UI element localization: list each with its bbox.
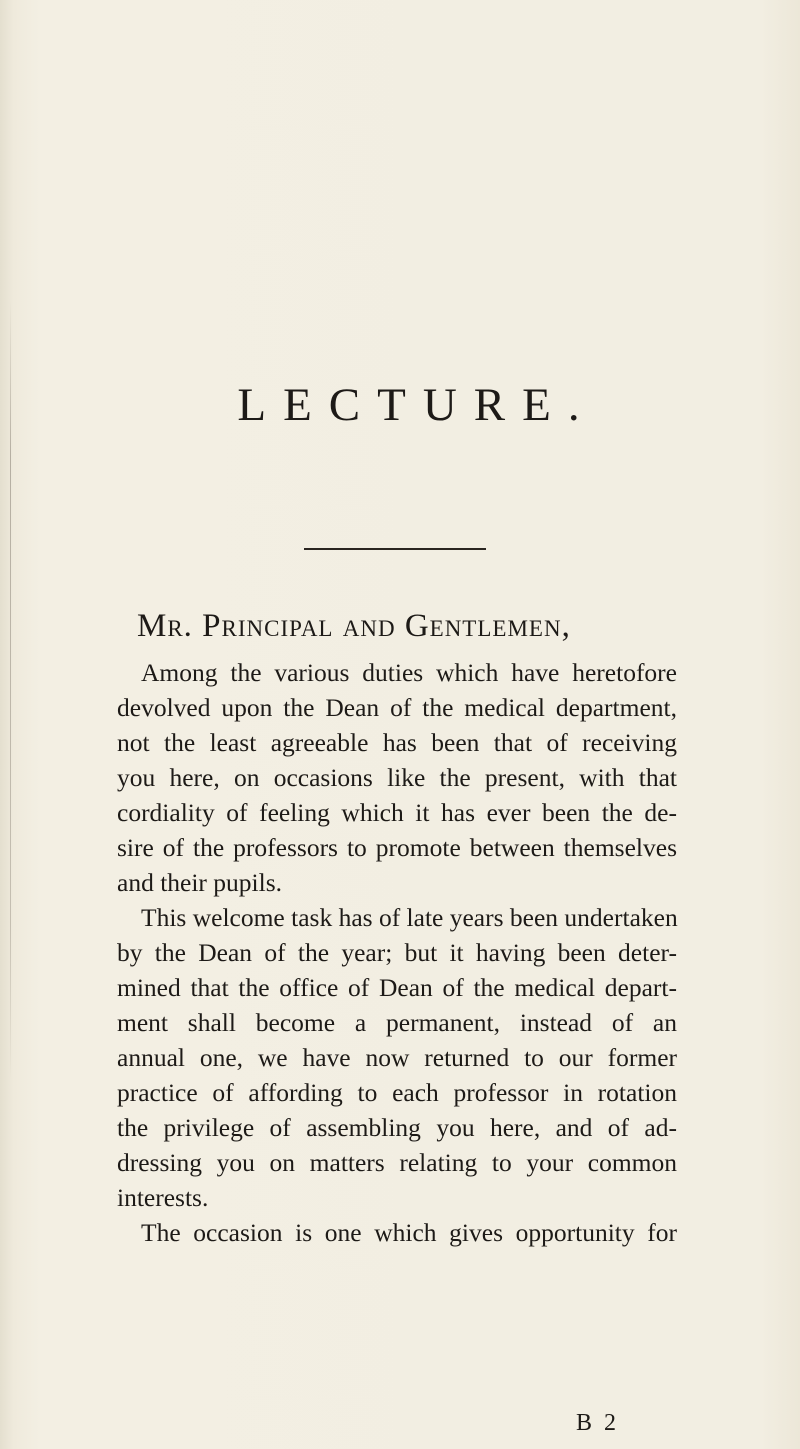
text-line: not the least agreeable has been that of receiving: [117, 728, 677, 757]
text-line: dressing you on matters relating to your common: [117, 1148, 677, 1177]
text-line: practice of affording to each professor in rotation: [117, 1078, 677, 1107]
chapter-heading: LECTURE.: [237, 379, 597, 431]
text-line: sire of the professors to promote between themselves: [117, 833, 677, 862]
text-line: ment shall become a permanent, instead of an: [117, 1008, 677, 1037]
text-line: The occasion is one which gives opportunity for: [141, 1218, 677, 1247]
text-line: This welcome task has of late years been undertaken: [141, 903, 678, 932]
text-line: by the Dean of the year; but it having been deter-: [117, 938, 677, 967]
text-line: and their pupils.: [117, 868, 283, 897]
text-line: mined that the office of Dean of the medical depart-: [117, 973, 677, 1002]
body-text: [117, 655, 677, 1250]
text-line: annual one, we have now returned to our former: [117, 1043, 677, 1072]
signature-mark: B 2: [576, 1410, 620, 1436]
salutation: Mr. Principal and Gentlemen,: [137, 608, 571, 644]
text-line: the privilege of assembling you here, and of ad-: [117, 1113, 677, 1142]
text-line: Among the various duties which have heretofore: [141, 658, 677, 687]
text-line: you here, on occasions like the present, with that: [117, 763, 677, 792]
text-line: devolved upon the Dean of the medical department,: [117, 693, 677, 722]
text-line: cordiality of feeling which it has ever been the de-: [117, 798, 677, 827]
heading-rule: [304, 548, 486, 550]
text-line: interests.: [117, 1183, 209, 1212]
